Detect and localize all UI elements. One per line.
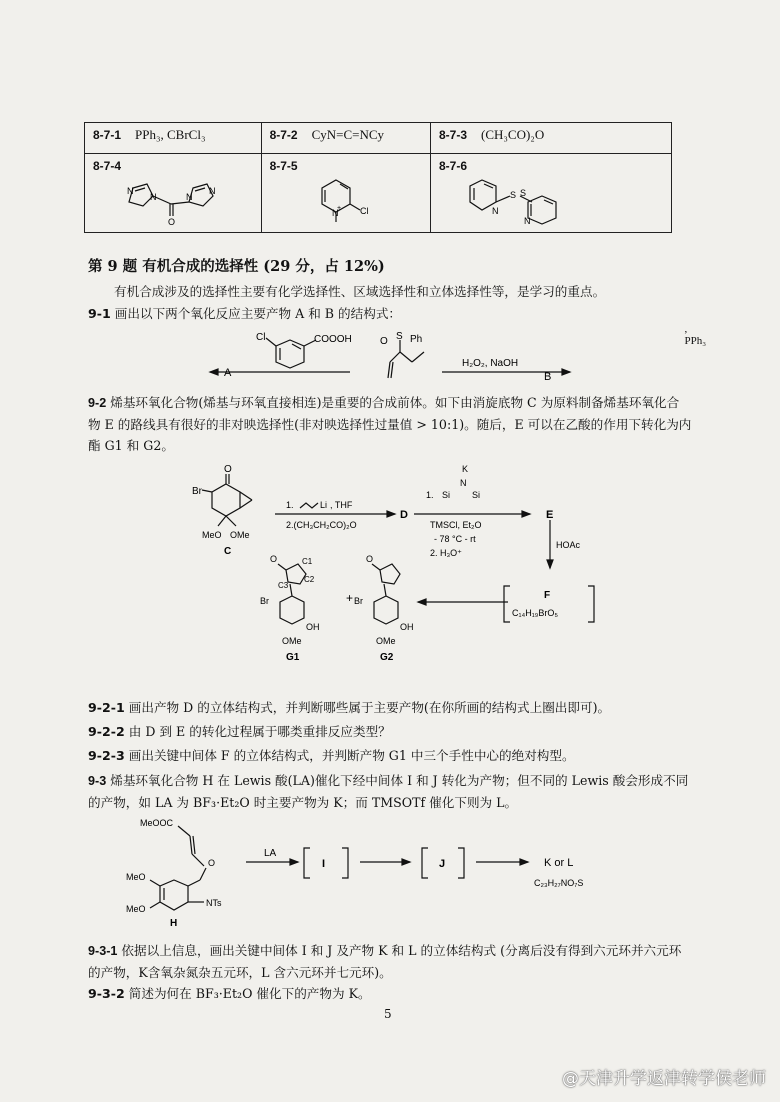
reagent-h3o: 2. H₃O⁺	[430, 548, 462, 558]
question-text: 画出关键中间体 F 的立体结构式，并判断产物 G1 中三个手性中心的绝对构型。	[128, 748, 575, 763]
question-9-2-1	[88, 698, 610, 718]
question-9-1	[88, 304, 401, 324]
question-9-intro: 有机合成涉及的选择性主要有化学选择性、区域选择性和立体选择性等，是学习的重点。	[114, 284, 606, 299]
dipyridyl-disulfide-structure-icon	[466, 174, 636, 226]
question-text: 简述为何在 BF₃·Et₂O 催化下的产物为 K。	[128, 986, 371, 1001]
question-9-3-1	[88, 940, 700, 983]
chloro-methylpyridinium-structure-icon	[296, 174, 396, 226]
label-si-left: Si	[442, 490, 451, 500]
label-n: N	[460, 478, 467, 488]
label-j: J	[439, 858, 446, 870]
label-o: O	[224, 464, 232, 475]
question-number: 9-2-3	[88, 748, 125, 763]
label-oh-g2: OH	[400, 622, 414, 632]
label-nts: NTs	[206, 898, 222, 908]
label-plus: +	[346, 591, 354, 605]
table-cell-8-7-3	[430, 123, 671, 154]
label-k-or-l: K or L	[544, 857, 574, 869]
label-meooc: MeOOC	[140, 818, 174, 828]
question-number: 9-2-1	[88, 700, 125, 715]
scheme-9-2	[190, 462, 610, 688]
cell-label: 8-7-5	[269, 159, 298, 173]
label-g2: G2	[380, 652, 394, 663]
question-text-line2: 的产物，如 LA 为 BF₃·Et₂O 时主要产物为 K；而 TMSOTf 催化下则为 L。	[88, 795, 518, 810]
reagent-li: Li	[320, 500, 328, 510]
reagent-tmscl: TMSCl, Et₂O	[430, 520, 482, 530]
svg-text:S: S	[509, 190, 516, 200]
cell-label: 8-7-2	[269, 128, 298, 142]
label-ome-g2: OMe	[376, 636, 396, 646]
cell-label: 8-7-6	[438, 159, 467, 173]
table-cell-8-7-6	[430, 154, 707, 347]
question-number: 9-2-2	[88, 724, 125, 739]
question-text-line1: 依据以上信息，画出关键中间体 I 和 J 及产物 K 和 L 的立体结构式 (分离后没有得到六元环并六元环	[121, 943, 682, 958]
label-o: O	[208, 858, 216, 868]
cell-text: (CH₃CO)₂O	[481, 127, 545, 142]
question-text-line1: 烯基环氧化合物 H 在 Lewis 酸(LA)催化下经中间体 I 和 J 转化为产物；但不同的 Lewis 酸会形成不同	[110, 773, 689, 788]
label-e: E	[546, 509, 554, 521]
table-cell-8-7-4	[85, 154, 262, 233]
scheme-9-1	[200, 330, 580, 385]
label-c3: C3	[278, 581, 289, 590]
svg-text:Cl: Cl	[359, 206, 369, 216]
question-number: 9-1	[88, 306, 111, 321]
label-i: I	[322, 858, 326, 870]
question-9-2-3	[88, 746, 575, 766]
question-9-heading: 第 9 题 有机合成的选择性 (29 分，占 12%)	[88, 258, 385, 275]
label-a: A	[224, 367, 232, 379]
label-d: D	[400, 509, 408, 521]
cell-label: 8-7-1	[93, 128, 122, 142]
label-meo: MeO	[202, 530, 222, 540]
table-cell-8-7-1	[85, 123, 262, 154]
step-2: 2.(CH₃CH₂CO)₂O	[286, 520, 357, 530]
label-ome: OMe	[230, 530, 250, 540]
question-text-line2: 的产物，K含氧杂氮杂五元环，L 含六元环并七元环)。	[88, 965, 392, 980]
svg-text:N: N	[208, 186, 216, 196]
label-o-g2: O	[366, 554, 374, 564]
label-cooh: COOOH	[314, 334, 352, 345]
svg-text:N: N	[185, 192, 193, 202]
label-s: S	[396, 331, 403, 342]
question-text-line1: 烯基环氧化合物(烯基与环氧直接相连)是重要的合成前体。如下由消旋底物 C 为原料制备烯基环氧化合	[110, 395, 680, 410]
cell-label: 8-7-4	[93, 159, 122, 173]
label-kl-formula: C₂₃H₂₇NO₇S	[534, 878, 584, 888]
question-9-2-2	[88, 722, 391, 742]
label-f-formula: C₁₄H₁₉BrO₅	[512, 608, 558, 618]
question-9-2	[88, 392, 700, 456]
label-o: O	[380, 336, 388, 347]
label-f: F	[544, 590, 551, 601]
reagent-b: H₂O₂, NaOH	[462, 358, 519, 369]
step-1: 1.	[286, 500, 294, 510]
table-cell-8-7-5	[261, 154, 430, 233]
label-c1: C1	[302, 557, 313, 566]
svg-text:O: O	[167, 217, 175, 226]
label-br: Br	[192, 486, 202, 497]
cell-text: CyN=C=NCy	[311, 127, 385, 142]
label-cl: Cl	[256, 332, 266, 343]
question-9-3	[88, 770, 700, 813]
label-g1: G1	[286, 652, 300, 663]
label-meo-1: MeO	[126, 872, 146, 882]
label-si-right: Si	[472, 490, 481, 500]
question-text: 画出产物 D 的立体结构式，并判断哪些属于主要产物(在你所画的结构式上圈出即可)。	[128, 700, 611, 715]
label-c2: C2	[304, 575, 315, 584]
question-number: 9-3-1	[88, 944, 118, 958]
reagent-thf: , THF	[330, 500, 353, 510]
label-ome-g1: OMe	[282, 636, 302, 646]
label-oh-g1: OH	[306, 622, 320, 632]
label-ph: Ph	[410, 334, 423, 345]
question-text-line2: 物 E 的路线具有很好的非对映选择性(非对映选择性过量值 > 10:1)。随后，E 可以在乙酸的作用下转化为内	[88, 417, 692, 432]
question-number: 9-2	[88, 396, 107, 410]
label-br-g1: Br	[260, 596, 269, 606]
svg-text:N: N	[149, 192, 157, 202]
label-h: H	[170, 918, 178, 929]
question-text-line3: 酯 G1 和 G2。	[88, 438, 174, 453]
svg-text:+: +	[336, 205, 341, 212]
cell-text: PPh₃, CBrCl₃	[135, 127, 206, 142]
label-la: LA	[264, 848, 277, 859]
svg-text:N: N	[491, 206, 499, 216]
label-br-g2: Br	[354, 596, 363, 606]
label-meo-2: MeO	[126, 904, 146, 914]
svg-text:N: N	[523, 216, 531, 226]
label-k: K	[462, 464, 469, 474]
watermark: @天津升学返津转学侯老师	[562, 1069, 766, 1089]
table-cell-8-7-2	[261, 123, 430, 154]
reagent-hoac: HOAc	[556, 540, 581, 550]
scheme-9-3	[120, 814, 640, 934]
label-b: B	[544, 371, 552, 383]
question-number: 9-3-2	[88, 986, 125, 1001]
question-text: 画出以下两个氧化反应主要产物 A 和 B 的结构式：	[114, 306, 402, 321]
question-9-3-2	[88, 984, 371, 1004]
reagent-temp: - 78 °C - rt	[434, 534, 476, 544]
cell-label: 8-7-3	[438, 128, 467, 142]
svg-text:S: S	[519, 188, 526, 198]
page-number: 5	[384, 1007, 392, 1021]
carbonyldiimidazole-structure-icon	[113, 174, 233, 226]
svg-text:N: N	[331, 208, 339, 218]
step-one: 1.	[426, 490, 434, 500]
label-o-g1: O	[270, 554, 278, 564]
label-c: C	[224, 546, 232, 557]
question-number: 9-3	[88, 774, 107, 788]
question-text: 由 D 到 E 的转化过程属于哪类重排反应类型？	[128, 724, 391, 739]
cell-extra: , PPh₃	[684, 322, 707, 347]
svg-text:N: N	[126, 186, 134, 196]
